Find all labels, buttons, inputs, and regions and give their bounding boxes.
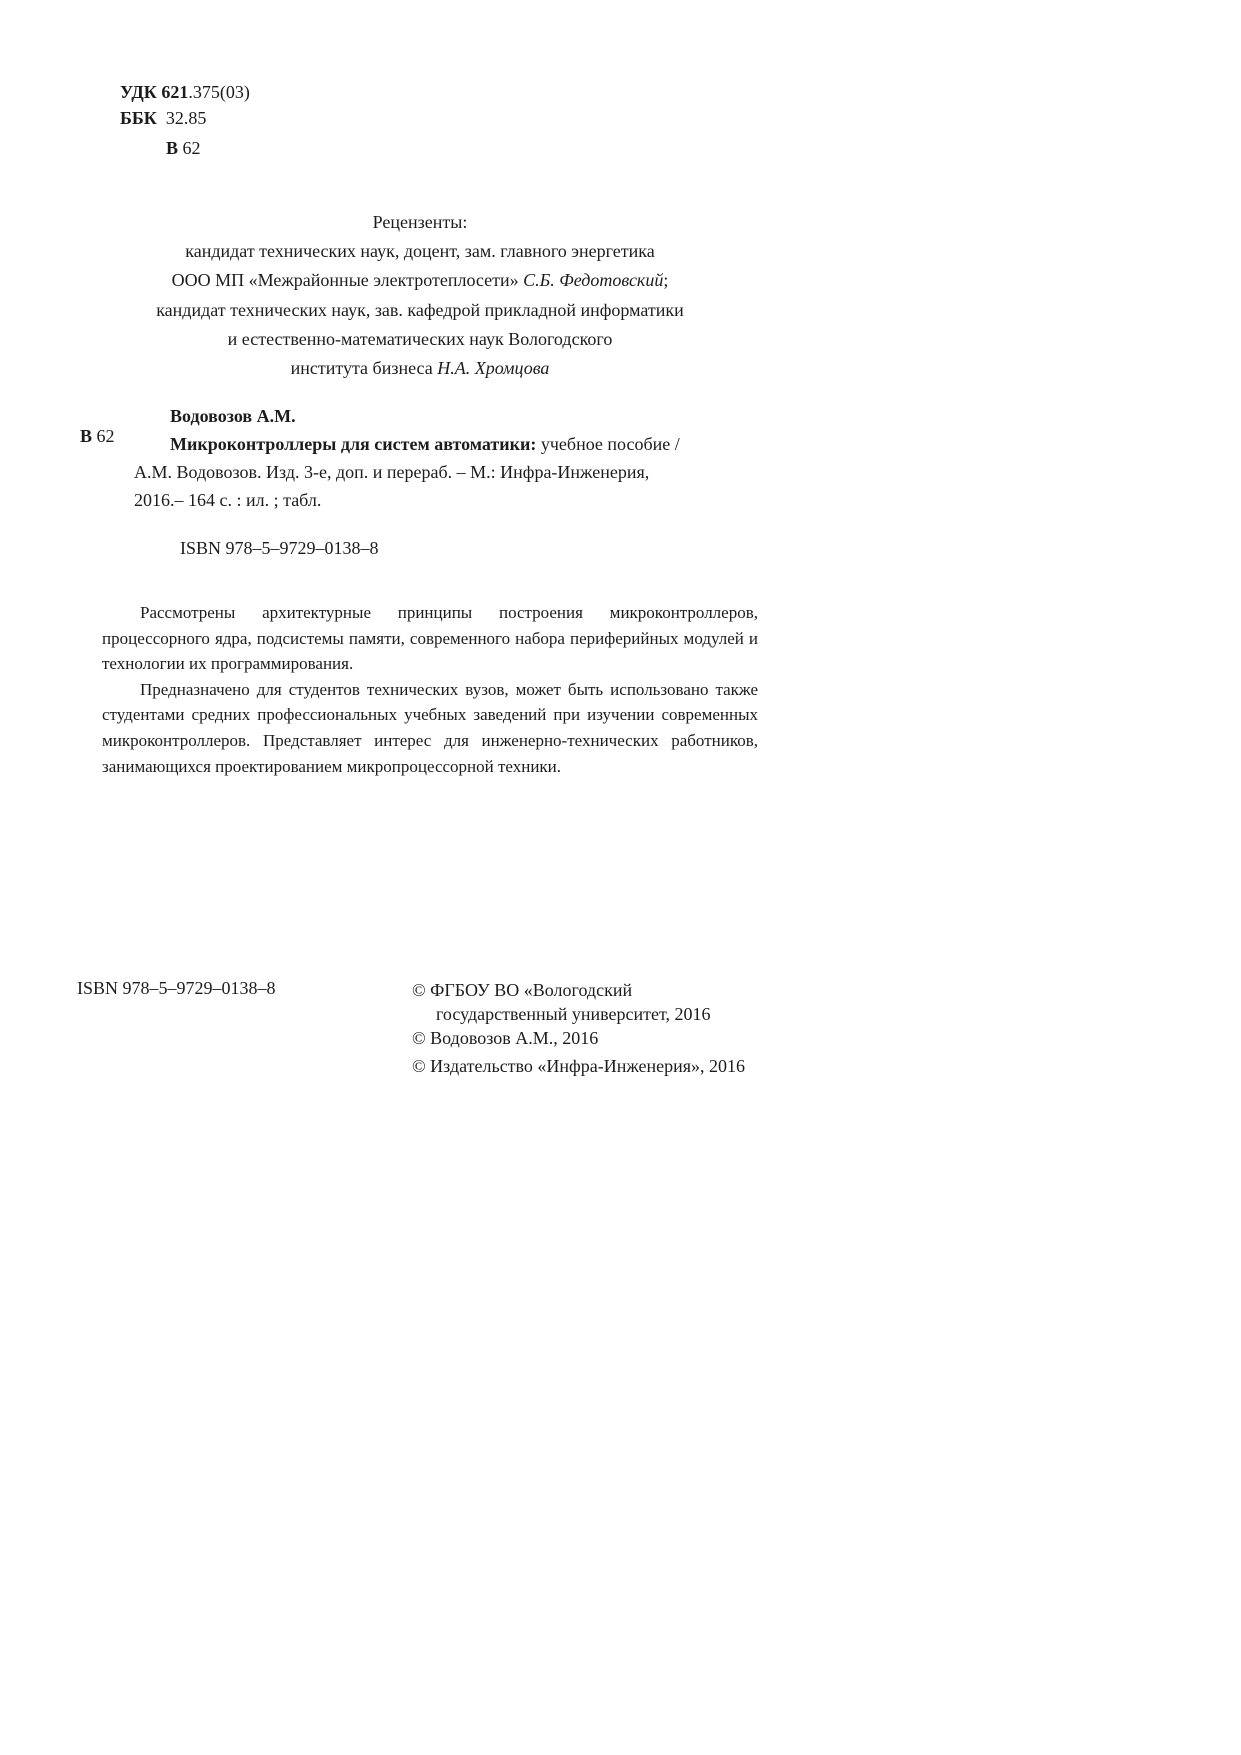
reviewer1-org: ООО МП «Межрайонные электротеплосети» <box>171 270 519 290</box>
reviewer2-org: института бизнеса <box>290 358 433 378</box>
reviewer1-line2 <box>100 266 740 295</box>
reviewer1-tail: ; <box>663 270 669 290</box>
udk-rest: .375(03) <box>188 82 250 102</box>
author-code-number: 62 <box>182 138 201 158</box>
bib-line2: А.М. Водовозов. Изд. 3-е, доп. и перераб. – М.: Инфра-Инженерия, <box>134 462 650 482</box>
reviewer2-name: Н.А. Хромцова <box>437 358 550 378</box>
reviewer2-block <box>100 296 740 383</box>
annotation-paragraph-2: Предназначено для студентов технических вузов, может быть использовано также студентами средних профессиональных учебных заведений при изучении современных микроконтроллеров. Представляет интерес для инженерно-технических работников, занимающихся проектированием микропроцессорной техники. <box>102 679 758 776</box>
bbk-value: 32.85 <box>165 108 207 128</box>
footer-copyright2: © Водовозов А.М., 2016 <box>412 1028 599 1048</box>
footer-copyright1-line2: государственный университет, 2016 <box>436 1004 711 1024</box>
bib-title: Микроконтроллеры для систем автоматики: <box>170 434 537 454</box>
bib-title-line <box>170 432 680 456</box>
bbk-line <box>120 106 206 130</box>
bib-code-number: 62 <box>96 426 115 446</box>
annotation-paragraph-1: Рассмотрены архитектурные принципы построения микроконтроллеров, процессорного ядра, подсистемы памяти, современного набора периферийных модулей и технологии их программирования. <box>102 603 758 674</box>
bib-isbn: ISBN 978–5–9729–0138–8 <box>180 538 379 558</box>
udk-line <box>120 80 250 104</box>
author-code-letter: В <box>166 138 179 158</box>
footer-copyright1-line1: © ФГБОУ ВО «Вологодский <box>412 980 633 1000</box>
bib-line3: 2016.– 164 с. : ил. ; табл. <box>134 490 322 510</box>
reviewer2-line1: кандидат технических наук, зав. кафедрой прикладной информатики <box>156 300 684 320</box>
reviewer2-line3 <box>100 354 740 383</box>
footer-isbn: ISBN 978–5–9729–0138–8 <box>77 978 276 998</box>
bib-code <box>80 424 115 448</box>
reviewers-block <box>100 208 740 295</box>
bib-author-name: Водовозов А.М. <box>170 406 296 426</box>
udk-label: УДК <box>120 82 157 102</box>
udk-bold: 621 <box>161 82 189 102</box>
annotation-block <box>102 600 758 779</box>
reviewer1-line1: кандидат технических наук, доцент, зам. главного энергетика <box>185 241 655 261</box>
reviewers-heading: Рецензенты: <box>372 212 468 232</box>
bib-code-letter: В <box>80 426 93 446</box>
footer-copyright3: © Издательство «Инфра-Инженерия», 2016 <box>412 1056 746 1076</box>
bib-author <box>170 404 296 428</box>
reviewer2-line2: и естественно-математических наук Вологодского <box>227 329 613 349</box>
author-code-top <box>166 136 201 160</box>
bib-line1-rest: учебное пособие / <box>540 434 680 454</box>
bbk-label: ББК <box>120 108 157 128</box>
reviewer1-name: С.Б. Федотовский <box>523 270 664 290</box>
